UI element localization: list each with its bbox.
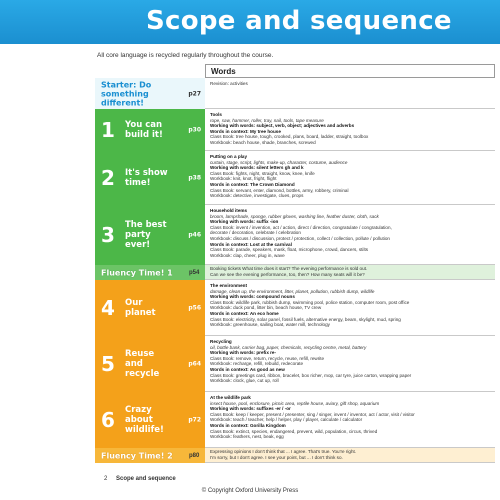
- fluency-line: Expressing opinions I don't think that ... I agree. That's true. You're right.: [210, 449, 357, 454]
- content-line: Working with words: suffix -ion: [210, 219, 279, 225]
- unit-title: It's show time!: [125, 168, 168, 188]
- content-line: damage, clean up, the environment, litter, planet, pollution, rubbish dump, wildlife: [210, 288, 375, 294]
- content-line: Workbook: duck pond, litter bin, beach house, TV crew: [210, 305, 322, 311]
- content-line: Working with words: prefix re-: [210, 350, 277, 356]
- unit-content-5: [205, 336, 495, 392]
- content-line: At the wildlife park: [210, 395, 251, 400]
- content-line: oil, bottle bank, carrier bag, paper, chemicals, recycling centre, metal, battery: [210, 344, 367, 350]
- fluency-cell-2: [95, 448, 205, 463]
- starter-cell: [95, 78, 205, 109]
- unit-page: p38: [188, 174, 201, 182]
- unit-cell-6: [95, 392, 205, 448]
- content-line: Class Book: greetings card, ribbon, bracelet, box richer, mop, car tyre, juice carton, wrapping paper: [210, 372, 412, 378]
- content-line: Class Book: electricity, solar panel, fossil fuels, alternative energy, beam, skylight, mud, spring: [210, 316, 401, 322]
- fluency-title: Fluency Time! 2: [101, 451, 173, 460]
- content-line: Class Book: keep / keeper, present / presenter, sing / singer, invent / inventor, act / actor, visit / visitor: [210, 411, 415, 417]
- unit-title: Our planet: [125, 298, 156, 318]
- content-line: Class Book: tree house, tough, crooked, plans, board, ladder, straight, toolbox: [210, 134, 369, 140]
- unit-content-4: [205, 280, 495, 336]
- unit-content-6: [205, 392, 495, 448]
- fluency-content-1: [205, 265, 495, 280]
- content-line: rope, saw, hammer, roller, tray, nail, tools, tape measure: [210, 117, 324, 123]
- fluency-page: p54: [189, 269, 200, 276]
- unit-number: 4: [101, 296, 115, 320]
- unit-cell-4: [95, 280, 205, 336]
- unit-title: You can build it!: [125, 120, 163, 140]
- content-line: Words in context: An eco home: [210, 310, 279, 316]
- content-line: Class Book: remove, return, recycle, reuse, refill, rewrite: [210, 355, 325, 361]
- page-header: [0, 0, 500, 44]
- content-line: Words in context: My tree house: [210, 128, 281, 134]
- unit-row-5: [95, 336, 495, 392]
- fluency-line: I'm sorry, but I don't agree. I see your point, but ... I don't think so.: [210, 454, 343, 460]
- words-column-header: Words: [205, 64, 495, 78]
- content-line: Workbook: knit, knot, fright, flight: [210, 176, 277, 182]
- unit-content-2: [205, 151, 495, 205]
- unit-cell-1: [95, 109, 205, 151]
- unit-title: Crazy about wildlife!: [125, 405, 164, 435]
- starter-row: [95, 78, 495, 109]
- content-line: Tools: [210, 112, 222, 117]
- fluency-row-1: [95, 265, 495, 280]
- unit-page: p56: [188, 304, 201, 312]
- unit-page: p72: [188, 416, 201, 424]
- starter-title: Starter: Do something different!: [101, 80, 152, 107]
- unit-number: 6: [101, 408, 115, 432]
- content-line: Putting on a play: [210, 154, 248, 159]
- content-line: Household items: [210, 208, 248, 213]
- unit-row-3: [95, 205, 495, 265]
- unit-cell-5: [95, 336, 205, 392]
- footer-label: Scope and sequence: [116, 476, 176, 482]
- fluency-row-2: [95, 448, 495, 463]
- content-line: Workbook: detective, investigate, clues, props: [210, 193, 304, 199]
- unit-page: p46: [188, 231, 201, 239]
- content-line: Words in context: As good as new: [210, 366, 285, 372]
- unit-cell-3: [95, 205, 205, 265]
- content-line: Workbook: recharge, refill, rebuild, redecorate: [210, 361, 304, 367]
- unit-content-3: [205, 205, 495, 265]
- fluency-content-2: [205, 448, 495, 463]
- starter-page: p27: [188, 90, 201, 97]
- unit-title: The best party ever!: [125, 220, 167, 250]
- content-line: Workbook: clock, glue, cut up, roll: [210, 378, 279, 384]
- fluency-line: Booking tickets What time does it start? The evening performance is sold out.: [210, 266, 368, 271]
- unit-title: Reuse and recycle: [125, 349, 160, 379]
- content-line: Class Book: fights, night, straight, know, knee, knife: [210, 170, 315, 176]
- content-line: Class Book: extinct, species, endangered, prevent, wild, population, circus, thrived: [210, 428, 378, 434]
- fluency-title: Fluency Time! 1: [101, 268, 173, 277]
- unit-number: 1: [101, 118, 115, 142]
- content-line: Workbook: discuss / discussion, protect / protection, collect / collection, pollute / pollution: [210, 235, 390, 241]
- unit-row-2: [95, 151, 495, 205]
- fluency-line: Can we see the evening performance, too, then? How many seats will it be?: [210, 271, 365, 277]
- content-line: Workbook: teach / teacher, help / helper, play / player, calculate / calculator: [210, 417, 363, 423]
- unit-row-4: [95, 280, 495, 336]
- content-line: Class Book: wildlife park, rubbish dump, swimming pool, police station, computer room, post office: [210, 299, 410, 305]
- fluency-cell-1: [95, 265, 205, 280]
- unit-number: 2: [101, 166, 115, 190]
- fluency-page: p80: [189, 452, 200, 459]
- content-line: curtain, stage, script, lights, make-up, character, costume, audience: [210, 159, 348, 165]
- footer-page-number: 2: [104, 476, 108, 482]
- content-line: Class Book: parade, speakers, mask, float, microphone, crowd, dancers, stilts: [210, 247, 369, 253]
- content-line: Working with words: silent letters gh and k: [210, 165, 304, 171]
- content-line: Working with words: suffixes -er / -or: [210, 406, 291, 412]
- unit-content-1: [205, 109, 495, 151]
- content-line: Working with words: compound nouns: [210, 294, 295, 300]
- content-line: Workbook: beach house, shade, branches, screwed: [210, 139, 316, 145]
- content-line: Class Book: invent / invention, act / action, direct / direction, congratulate / congratulation,: [210, 224, 392, 230]
- unit-number: 5: [101, 352, 115, 376]
- page-title: Scope and sequence: [146, 6, 452, 36]
- unit-page: p30: [188, 126, 201, 134]
- unit-cell-2: [95, 151, 205, 205]
- content-line: Words in context: Lost at the carnival: [210, 241, 292, 247]
- copyright: © Copyright Oxford University Press: [201, 488, 299, 494]
- intro-text: All core language is recycled regularly throughout the course.: [97, 52, 274, 59]
- content-line: Working with words: subject, verb, object; adjectives and adverbs: [210, 123, 355, 129]
- content-line: Class Book: servant, enter, diamond, bottles, army, robbery, criminal: [210, 187, 349, 193]
- unit-page: p64: [188, 360, 201, 368]
- content-line: insect house, pool, enclosure, picnic area, reptile house, aviary, gift shop, aquarium: [210, 400, 380, 406]
- content-line: Recycling: [210, 339, 232, 344]
- content-line: broom, lampshade, sponge, rubber gloves, washing line, feather duster, cloth, sack: [210, 213, 379, 219]
- content-line: Workbook: greenhouse, sailing boat, water mill, technology: [210, 322, 330, 328]
- unit-row-1: [95, 109, 495, 151]
- unit-number: 3: [101, 223, 115, 247]
- content-line: The environment: [210, 283, 248, 288]
- content-line: Words in context: Gorilla Kingdom: [210, 422, 286, 428]
- content-line: decorate / decoration, celebrate / celebration: [210, 230, 301, 236]
- starter-content: Revision: activities: [205, 78, 495, 109]
- content-line: Words in context: The Crown Diamond: [210, 181, 295, 187]
- content-line: Workbook: feathers, nest, beak, egg: [210, 434, 284, 440]
- content-line: Workbook: clap, cheer, plug in, wave: [210, 252, 285, 258]
- unit-row-6: [95, 392, 495, 448]
